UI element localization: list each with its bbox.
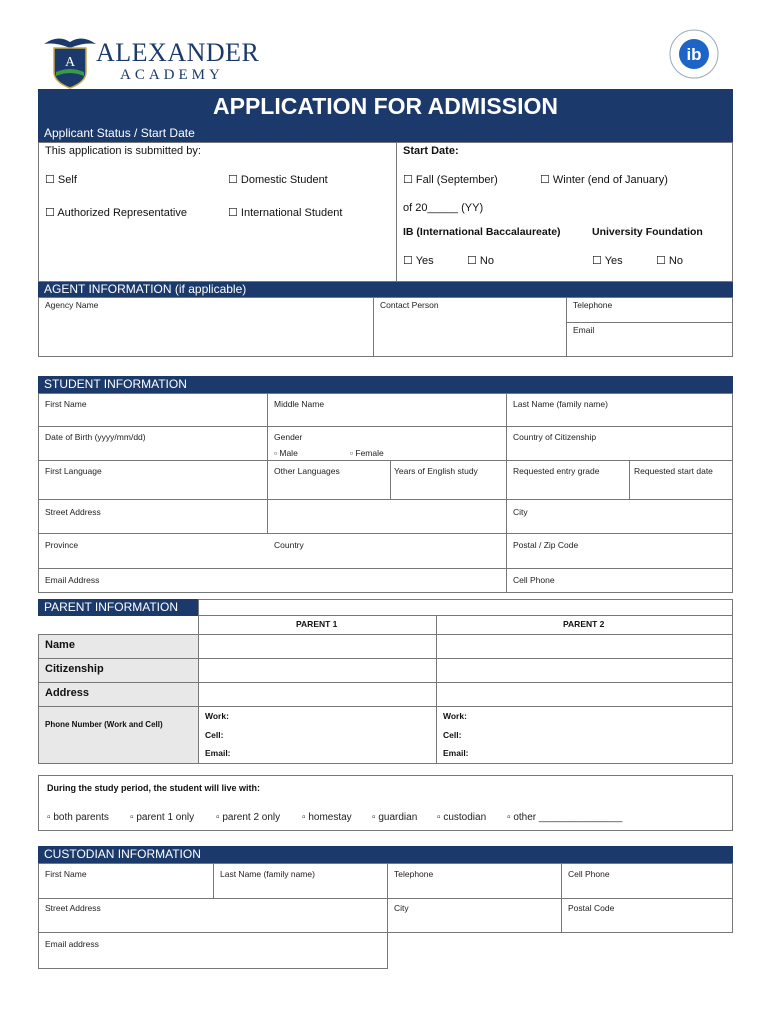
parent-address-label: Address bbox=[45, 687, 90, 699]
agent-info-header bbox=[38, 282, 733, 297]
agent-telephone-field[interactable]: Telephone bbox=[573, 300, 613, 310]
live-other-checkbox[interactable]: ▫ other _______________ bbox=[507, 812, 623, 823]
agency-name-field[interactable]: Agency Name bbox=[45, 300, 99, 310]
custodian-street-address-field[interactable]: Street Address bbox=[45, 903, 101, 913]
agent-section-label: AGENT INFORMATION (if applicable) bbox=[44, 282, 247, 296]
student-city-field[interactable]: City bbox=[513, 507, 528, 517]
submitted-by-label: This application is submitted by: bbox=[45, 145, 201, 157]
postal-zip-field[interactable]: Postal / Zip Code bbox=[513, 540, 579, 550]
university-foundation-label: University Foundation bbox=[592, 226, 703, 238]
parent1-email-field[interactable]: Email: bbox=[205, 748, 231, 758]
date-of-birth-field[interactable]: Date of Birth (yyyy/mm/dd) bbox=[45, 432, 146, 442]
uf-yes-checkbox[interactable]: ☐ Yes bbox=[592, 255, 623, 267]
custodian-email-field[interactable]: Email address bbox=[45, 939, 99, 949]
student-info-header bbox=[38, 376, 733, 393]
international-student-checkbox[interactable]: ☐ International Student bbox=[228, 207, 343, 219]
winter-checkbox[interactable]: ☐ Winter (end of January) bbox=[540, 174, 668, 186]
years-english-field[interactable]: Years of English study bbox=[394, 466, 478, 476]
gender-female-checkbox[interactable]: ▫ Female bbox=[350, 448, 384, 458]
ib-label: IB (International Baccalaureate) bbox=[403, 226, 561, 238]
live-homestay-checkbox[interactable]: ▫ homestay bbox=[302, 812, 352, 823]
parent1-cell-field[interactable]: Cell: bbox=[205, 730, 224, 740]
live-guardian-checkbox[interactable]: ▫ guardian bbox=[372, 812, 418, 823]
start-year-field[interactable]: of 20_____ (YY) bbox=[403, 202, 484, 214]
parent-citizenship-label: Citizenship bbox=[45, 663, 104, 675]
ib-world-school-icon bbox=[668, 28, 720, 80]
ib-no-checkbox[interactable]: ☐ No bbox=[467, 255, 494, 267]
requested-start-date-field[interactable]: Requested start date bbox=[634, 466, 713, 476]
custodian-email-box bbox=[38, 932, 388, 969]
page-title: APPLICATION FOR ADMISSION bbox=[213, 93, 558, 119]
academy-subname: ACADEMY bbox=[120, 67, 224, 83]
gender-label: Gender bbox=[274, 432, 303, 442]
student-country-field[interactable]: Country bbox=[274, 540, 304, 550]
living-question: During the study period, the student will live with: bbox=[47, 783, 261, 793]
parent-name-label: Name bbox=[45, 639, 75, 651]
domestic-student-checkbox[interactable]: ☐ Domestic Student bbox=[228, 174, 328, 186]
student-last-name-field[interactable]: Last Name (family name) bbox=[513, 399, 608, 409]
agent-email-field[interactable]: Email bbox=[573, 325, 595, 335]
parent-info-header bbox=[38, 599, 198, 616]
custodian-first-name-field[interactable]: First Name bbox=[45, 869, 87, 879]
applicant-status-header bbox=[38, 125, 733, 142]
ib-yes-checkbox[interactable]: ☐ Yes bbox=[403, 255, 434, 267]
uf-no-checkbox[interactable]: ☐ No bbox=[656, 255, 683, 267]
custodian-section-label: CUSTODIAN INFORMATION bbox=[44, 847, 201, 861]
student-middle-name-field[interactable]: Middle Name bbox=[274, 399, 325, 409]
contact-person-field[interactable]: Contact Person bbox=[380, 300, 439, 310]
custodian-cell-phone-field[interactable]: Cell Phone bbox=[568, 869, 610, 879]
self-checkbox[interactable]: ☐ Self bbox=[45, 174, 77, 186]
start-date-label: Start Date: bbox=[403, 145, 459, 157]
other-languages-field[interactable]: Other Languages bbox=[274, 466, 340, 476]
academy-logo bbox=[40, 30, 260, 90]
first-language-field[interactable]: First Language bbox=[45, 466, 102, 476]
svg-text:A: A bbox=[64, 55, 76, 70]
custodian-city-field[interactable]: City bbox=[394, 903, 409, 913]
gender-male-checkbox[interactable]: ▫ Male bbox=[274, 448, 298, 458]
ib-logo bbox=[668, 28, 720, 80]
custodian-last-name-field[interactable]: Last Name (family name) bbox=[220, 869, 315, 879]
student-section-label: STUDENT INFORMATION bbox=[44, 377, 187, 391]
parent-phone-label: Phone Number (Work and Cell) bbox=[45, 720, 163, 729]
parent2-cell-field[interactable]: Cell: bbox=[443, 730, 462, 740]
student-street-address-field[interactable]: Street Address bbox=[45, 507, 101, 517]
parent1-column-header: PARENT 1 bbox=[296, 619, 338, 629]
parent1-work-field[interactable]: Work: bbox=[205, 711, 229, 721]
custodian-info-header bbox=[38, 846, 733, 863]
applicant-section-label: Applicant Status / Start Date bbox=[44, 126, 195, 140]
title-bar bbox=[38, 89, 733, 125]
requested-entry-grade-field[interactable]: Requested entry grade bbox=[513, 466, 600, 476]
live-parent1-checkbox[interactable]: ▫ parent 1 only bbox=[130, 812, 195, 823]
student-first-name-field[interactable]: First Name bbox=[45, 399, 87, 409]
live-both-parents-checkbox[interactable]: ▫ both parents bbox=[47, 812, 109, 823]
student-email-field[interactable]: Email Address bbox=[45, 575, 100, 585]
parent2-email-field[interactable]: Email: bbox=[443, 748, 469, 758]
custodian-telephone-field[interactable]: Telephone bbox=[394, 869, 434, 879]
academy-name: ALEXANDER bbox=[96, 38, 260, 67]
parent-section-label: PARENT INFORMATION bbox=[44, 600, 179, 614]
country-of-citizenship-field[interactable]: Country of Citizenship bbox=[513, 432, 597, 442]
live-custodian-checkbox[interactable]: ▫ custodian bbox=[437, 812, 487, 823]
parent2-work-field[interactable]: Work: bbox=[443, 711, 467, 721]
svg-text:ib: ib bbox=[686, 45, 702, 64]
student-cell-phone-field[interactable]: Cell Phone bbox=[513, 575, 555, 585]
academy-crest-icon bbox=[40, 30, 100, 90]
parent2-column-header: PARENT 2 bbox=[563, 619, 605, 629]
authorized-representative-checkbox[interactable]: ☐ Authorized Representative bbox=[45, 207, 187, 219]
province-field[interactable]: Province bbox=[45, 540, 79, 550]
fall-checkbox[interactable]: ☐ Fall (September) bbox=[403, 174, 498, 186]
custodian-postal-code-field[interactable]: Postal Code bbox=[568, 903, 615, 913]
live-parent2-checkbox[interactable]: ▫ parent 2 only bbox=[216, 812, 281, 823]
